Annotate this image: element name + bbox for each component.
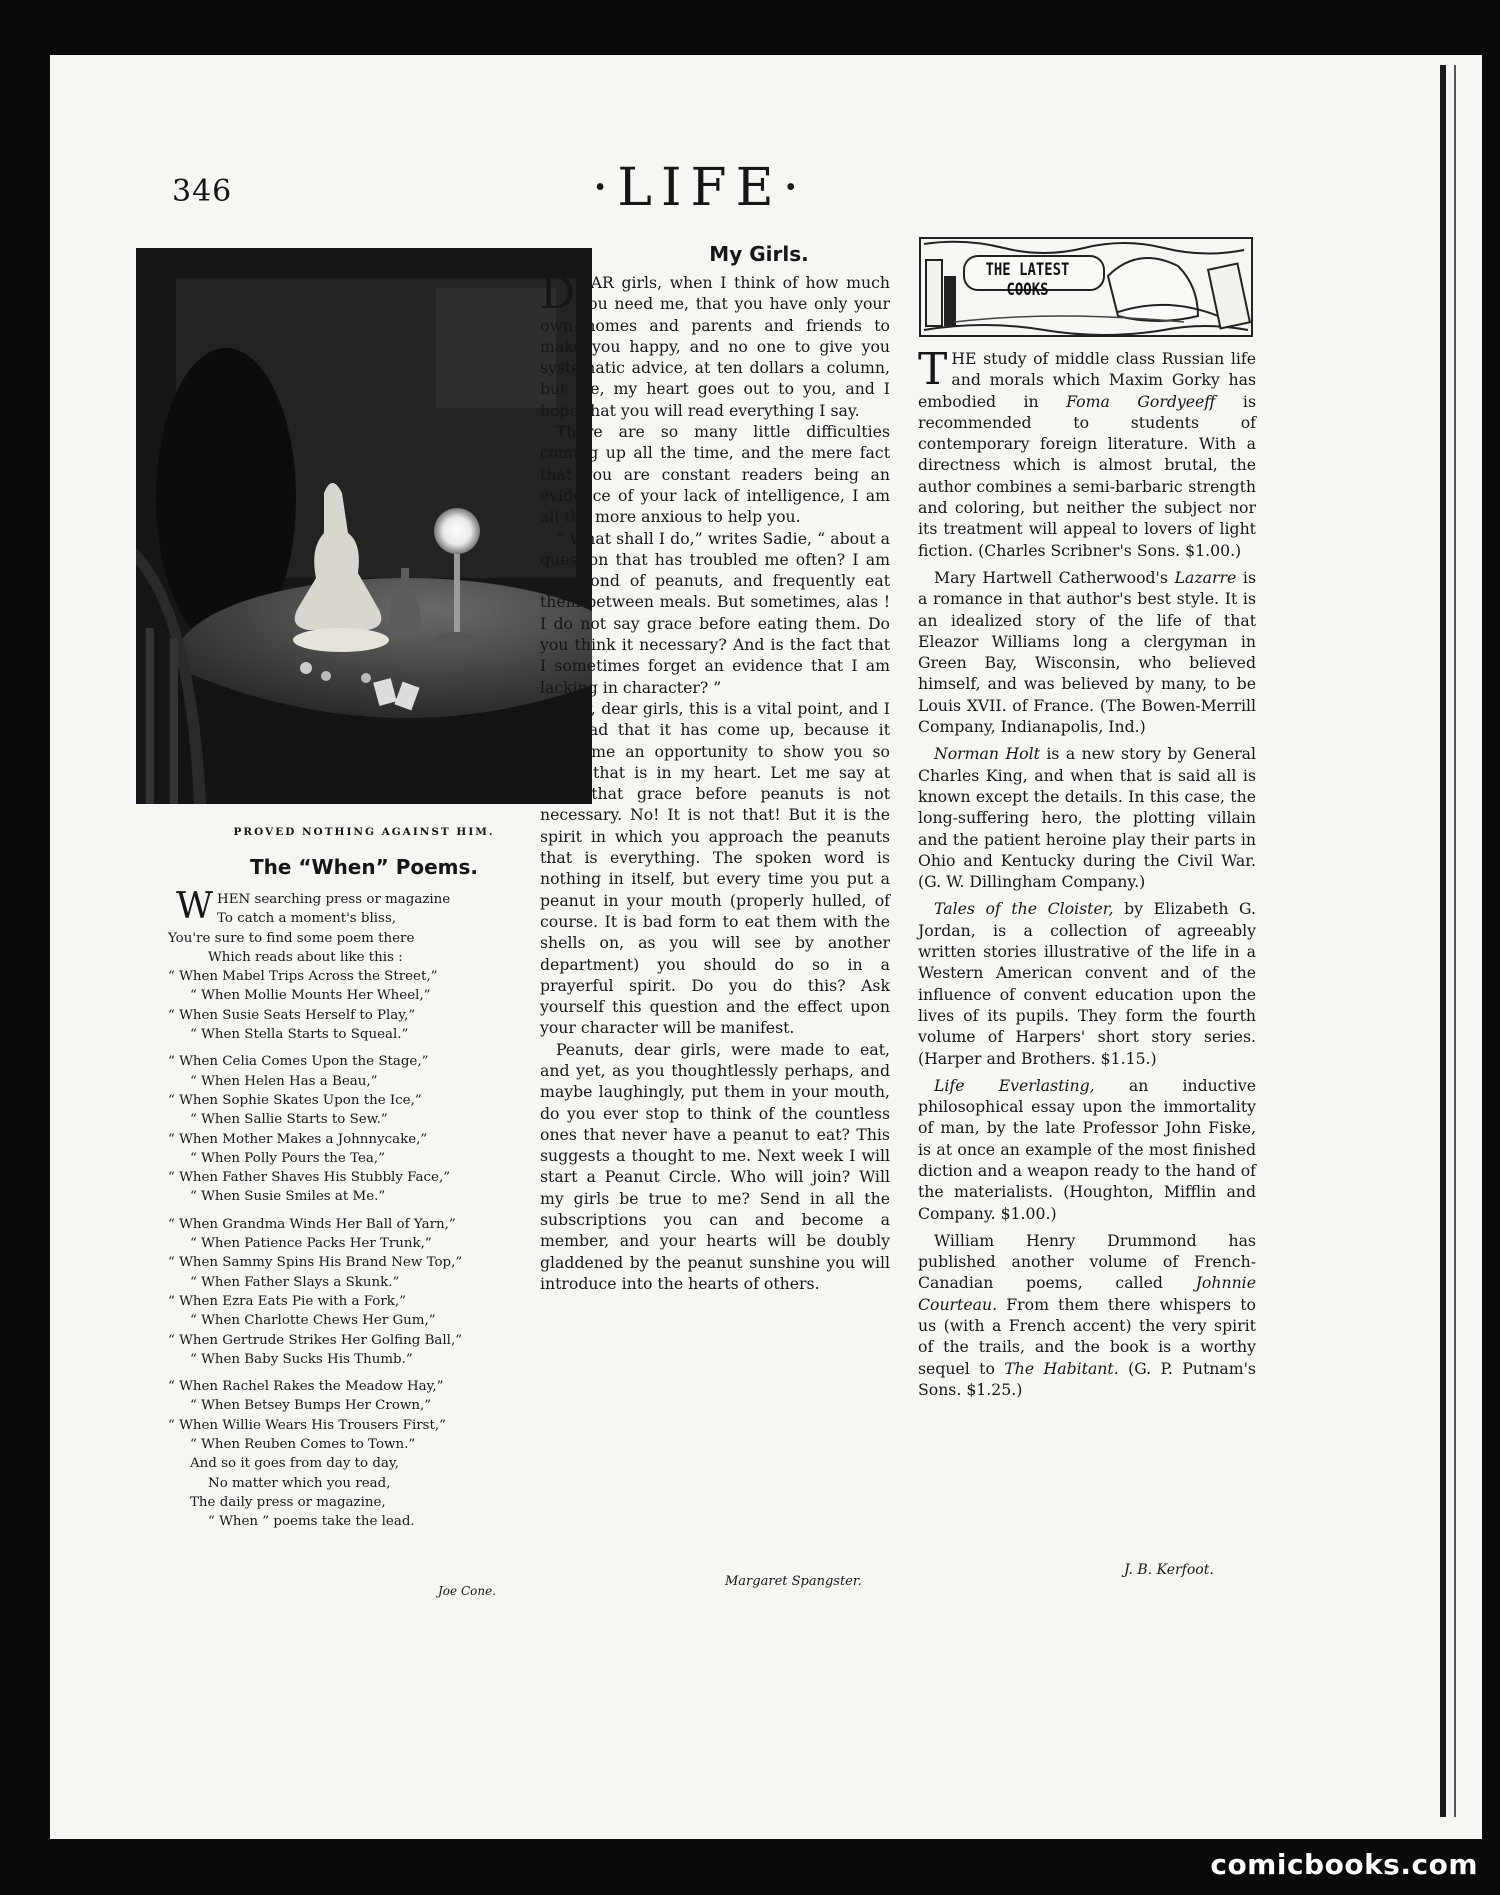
book-title: Life Everlasting,: [934, 1075, 1095, 1095]
poem-line: “ When Susie Seats Herself to Play,”: [168, 1007, 416, 1023]
poem-line: “ When Father Slays a Skunk.”: [190, 1274, 400, 1290]
poem-line: “ When Baby Sucks His Thumb.”: [190, 1351, 413, 1367]
poem-line: “ When Rachel Rakes the Meadow Hay,”: [168, 1379, 444, 1395]
article-paragraph: DEAR girls, when I think of how much you need me, that you have only your own homes and parents and friends to make you happy, and no one to give you systematic advice, at ten dollars a column, but me, my heart goes out to you, and I hope that you will read everything I say.: [540, 268, 890, 420]
illustration-photo: [136, 248, 592, 804]
poem-line: “ When Father Shaves His Stubbly Face,”: [168, 1170, 451, 1186]
article-paragraph: Now, dear girls, this is a vital point, and I am glad that it has come up, because it gives me an opportunity to show you so much that is in my heart. Let me say at once that grace before peanuts is not necessary. No! It is not that! But it is the spirit in which you approach the peanuts that is everything. The spoken word is nothing in itself, but every time you put a peanut in your mouth (properly hulled, of course. It is bad form to eat them with the shells on, as you will see by another department) you should do so in a prayerful spirit. Do you do this? Ask yourself this question and the effect upon your character will be manifest.: [540, 698, 890, 1038]
poem-signature: Joe Cone.: [438, 1584, 497, 1598]
latest-books-reviews: [918, 344, 1256, 1400]
drop-cap: D: [540, 268, 576, 319]
poem-line: “ When Sammy Spins His Brand New Top,”: [168, 1255, 463, 1271]
drop-cap: T: [918, 344, 948, 395]
poem-line: You're sure to find some poem there: [168, 930, 415, 946]
book-title: Lazarre: [1174, 567, 1237, 587]
article-paragraph: “ What shall I do,” writes Sadie, “ about a question that has troubled me often? I am very fond of peanuts, and frequently eat them between meals. But sometimes, alas ! I do not say grace before eating them. Do you think it necessary? And is the fact that I sometimes forget an evidence that I am lacking in character? ”: [540, 528, 890, 697]
poem-line: “ When Patience Packs Her Trunk,”: [190, 1236, 432, 1252]
review-paragraph: William Henry Drummond has published another volume of French-Canadian poems, called Johnnie Courteau. From them there whispers to us (with a French accent) the very spirit of the trails, and the book is a worthy sequel to The Habitant. (G. P. Putnam's Sons. $1.25.): [918, 1230, 1256, 1399]
when-poem: [168, 886, 518, 1532]
my-girls-article: [540, 268, 890, 1294]
poem-line: “ When Mabel Trips Across the Street,”: [168, 969, 438, 985]
poem-line: “ When Willie Wears His Trousers First,”: [168, 1417, 447, 1433]
masthead-title: ·LIFE·: [591, 158, 809, 218]
illustration-caption: PROVED NOTHING AGAINST HIM.: [233, 826, 495, 838]
poem-line: “ When Susie Smiles at Me.”: [190, 1189, 386, 1205]
poem-line: To catch a moment's bliss,: [217, 911, 397, 927]
my-girls-title: My Girls.: [709, 242, 809, 266]
review-paragraph: Norman Holt is a new story by General Charles King, and when that is said all is known except the details. In this case, the long-suffering hero, the plotting villain and the patient heroine play their parts in Ohio and Kentucky during the Civil War. (G. W. Dillingham Company.): [918, 744, 1256, 892]
poem-line: “ When Sophie Skates Upon the Ice,”: [168, 1092, 422, 1108]
source-watermark: comicbooks.com: [1210, 1848, 1478, 1881]
page-edge: [1440, 65, 1446, 1817]
poem-line: “ When Ezra Eats Pie with a Fork,”: [168, 1293, 406, 1309]
poem-line: “ When Charlotte Chews Her Gum,”: [190, 1313, 436, 1329]
my-girls-signature: Margaret Spangster.: [725, 1574, 862, 1589]
latest-books-banner: [918, 236, 1254, 338]
book-title: Foma Gordyeeff: [1066, 391, 1216, 411]
review-paragraph: Life Everlasting, an inductive philosophical essay upon the immortality of man, by the late Professor John Fiske, is at once an example of the most finished diction and a weapon ready to the hand of the materialists. (Houghton, Mifflin and Company. $1.00.): [918, 1075, 1256, 1223]
page-edge-inner: [1454, 65, 1456, 1817]
poem-line: “ When Polly Pours the Tea,”: [190, 1150, 385, 1166]
article-paragraph: Peanuts, dear girls, were made to eat, and yet, as you thoughtlessly perhaps, and maybe laughingly, put them in your mouth, do you ever stop to think of the countless ones that never have a peanut to eat? This suggests a thought to me. Next week I will start a Peanut Circle. Who will join? Will my girls be true to me? Send in all the subscriptions you can and become a member, and your hearts will be doubly gladdened by the peanut sunshine you will introduce into the hearts of others.: [540, 1039, 890, 1293]
review-paragraph: THE study of middle class Russian life and morals which Maxim Gorky has embodied in Foma Gordyeeff is recommended to students of contemporary foreign literature. With a directness which is almost brutal, the author combines a semi-barbaric strength and coloring, but neither the subject nor its treatment will appeal to lovers of light fiction. (Charles Scribner's Sons. $1.00.): [918, 344, 1256, 560]
poem-line: “ When Gertrude Strikes Her Golfing Ball,”: [168, 1332, 463, 1348]
poem-line: “ When Betsey Bumps Her Crown,”: [190, 1398, 432, 1414]
poem-line: “ When Stella Starts to Squeal.”: [190, 1027, 409, 1043]
article-paragraph: There are so many little difficulties coming up all the time, and the mere fact that you are constant readers being an evidence of your lack of intelligence, I am all the more anxious to help you.: [540, 422, 890, 527]
poem-line: “ When Mollie Mounts Her Wheel,”: [190, 988, 431, 1004]
poem-line-1: WHEN searching press or magazine: [176, 886, 451, 927]
poem-drop-cap: W: [176, 886, 214, 927]
poem-line: “ When ” poems take the lead.: [208, 1514, 415, 1530]
poem-line: “ When Celia Comes Upon the Stage,”: [168, 1054, 429, 1070]
poem-line: “ When Grandma Winds Her Ball of Yarn,”: [168, 1216, 456, 1232]
still-life-picture: [136, 248, 592, 804]
book-title: The Habitant.: [1004, 1358, 1119, 1378]
reviewer-signature: J. B. Kerfoot.: [1124, 1562, 1214, 1578]
poem-line: “ When Helen Has a Beau,”: [190, 1073, 378, 1089]
poem-title: The “When” Poems.: [249, 855, 479, 879]
poem-line: Which reads about like this :: [208, 949, 403, 965]
review-paragraph: Tales of the Cloister, by Elizabeth G. Jordan, is a collection of agreeably written stories illustrative of the life in a Western American convent and of the influence of convent education upon the lives of its pupils. They form the fourth volume of Harpers' short story series. (Harper and Brothers. $1.15.): [918, 899, 1256, 1068]
page-number: 346: [172, 174, 233, 209]
poem-line: “ When Sallie Starts to Sew.”: [190, 1112, 388, 1128]
banner-label: THE LATEST COOKS: [985, 260, 1070, 300]
book-title: Johnnie Courteau.: [918, 1273, 1256, 1314]
poem-line: No matter which you read,: [208, 1475, 391, 1491]
poem-line: And so it goes from day to day,: [190, 1456, 399, 1472]
poem-line: “ When Mother Makes a Johnnycake,”: [168, 1131, 428, 1147]
book-title: Tales of the Cloister,: [934, 899, 1114, 919]
book-title: Norman Holt: [934, 744, 1040, 764]
poem-line: The daily press or magazine,: [190, 1494, 386, 1510]
poem-line: “ When Reuben Comes to Town.”: [190, 1437, 416, 1453]
review-paragraph: Mary Hartwell Catherwood's Lazarre is a romance in that author's best style. It is an idealized story of the life of that Eleazor Williams long a clergyman in Green Bay, Wisconsin, who believed himself, and was believed by many, to be Louis XVII. of France. (The Bowen-Merrill Company, Indianapolis, Ind.): [918, 567, 1256, 737]
